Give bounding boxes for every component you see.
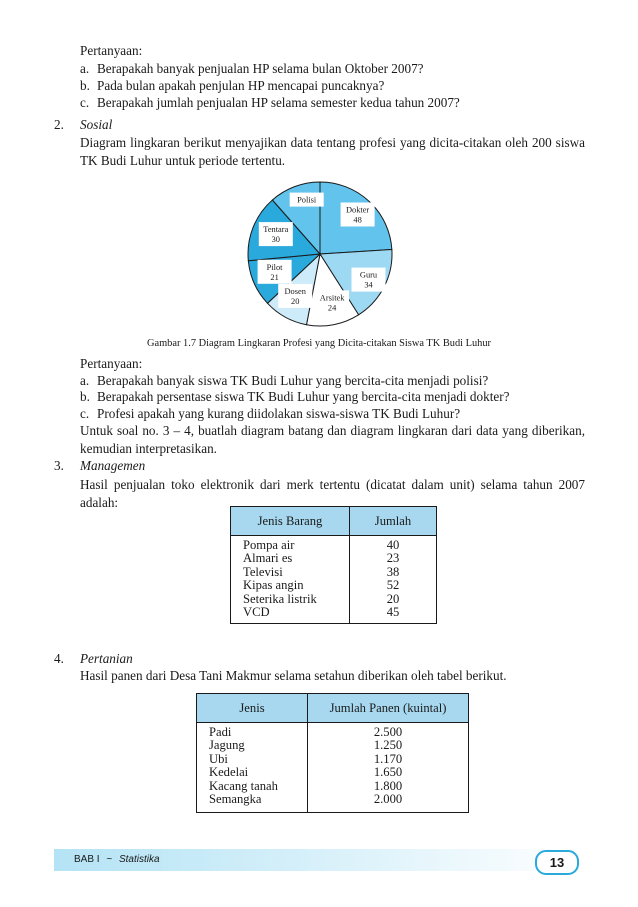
harvest-amount: 1.170	[373, 751, 403, 766]
harvest-table-body	[197, 723, 469, 813]
profession-pie-chart	[240, 180, 400, 328]
q1-item-b: Pada bulan apakah penjulan HP mencapai puncaknya?	[97, 78, 385, 93]
footer-subject: Statistika	[118, 854, 160, 865]
harvest-type: Padi	[209, 725, 232, 739]
s2-item-a-label: a.	[80, 373, 90, 388]
sales-table-header-item: Jenis Barang	[231, 507, 350, 536]
harvest-amount: 1.250	[373, 738, 403, 753]
harvest-table-header-amount: Jumlah Panen (kuintal)	[308, 694, 469, 723]
harvest-amount: 1.800	[373, 778, 403, 793]
sales-table-body	[231, 536, 437, 624]
pie-label-pilot: Pilot	[266, 262, 283, 272]
pie-value-tentara: 30	[271, 235, 280, 245]
pie-label-dokter: Dokter	[345, 205, 370, 215]
q1-item-a-label: a.	[80, 61, 90, 76]
pie-value-arsitek: 24	[327, 303, 337, 313]
pie-label-guru: Guru	[359, 270, 378, 280]
s2-item-b-label: b.	[80, 389, 90, 404]
sales-table-header	[231, 507, 437, 536]
sales-amount: 23	[386, 551, 400, 566]
footer-chapter	[74, 852, 160, 868]
pie-label-tentara: Tentara	[263, 225, 289, 235]
harvest-type: Ubi	[209, 751, 228, 766]
q1-item-c-label: c.	[80, 95, 90, 110]
sales-item: Pompa air	[243, 538, 295, 552]
footer-separator: ~	[106, 854, 113, 865]
sales-amount: 40	[386, 538, 400, 552]
pie-label-arsitek: Arsitek	[319, 293, 345, 303]
sales-amount: 20	[386, 591, 400, 606]
sales-item: VCD	[243, 605, 270, 620]
s2-item-c: Profesi apakah yang kurang diidolakan siswa-siswa TK Budi Luhur?	[97, 406, 461, 421]
q1-item-c: Berapakah jumlah penjualan HP selama semester kedua tahun 2007?	[97, 95, 460, 110]
harvest-table-header	[197, 694, 469, 723]
pie-value-dokter: 48	[353, 215, 362, 225]
sales-amount: 52	[386, 578, 400, 593]
s3-intro: Hasil penjualan toko elektronik dari merk tertentu (dicatat dalam unit) selama tahun 2007 adalah:	[80, 477, 585, 510]
harvest-type: Kacang tanah	[209, 778, 278, 793]
q1-item-b-label: b.	[80, 78, 90, 93]
harvest-type: Jagung	[209, 738, 245, 753]
s2-title: Sosial	[80, 117, 113, 132]
sales-amount: 45	[386, 605, 400, 620]
pie-value-guru: 34	[364, 280, 373, 290]
sales-table-amounts	[350, 536, 437, 624]
sales-amount: 38	[386, 564, 400, 579]
s2-question-heading: Pertanyaan:	[80, 356, 143, 371]
harvest-amount: 2.500	[373, 725, 403, 739]
q1-item-a: Berapakah banyak penjualan HP selama bulan Oktober 2007?	[97, 61, 424, 76]
pie-label-dosen: Dosen	[284, 286, 306, 296]
s4-title: Pertanian	[80, 651, 133, 666]
s2-item-b: Berapakah persentase siswa TK Budi Luhur yang bercita-cita menjadi dokter?	[97, 389, 510, 404]
pie-label-polisi: Polisi	[297, 195, 317, 205]
sales-table-items	[231, 536, 350, 624]
harvest-table-types	[197, 723, 308, 813]
harvest-table-header-type: Jenis	[197, 694, 308, 723]
s4-intro: Hasil panen dari Desa Tani Makmur selama setahun diberikan oleh tabel berikut.	[80, 668, 507, 683]
s3-number: 3.	[54, 458, 64, 473]
sales-table	[230, 506, 437, 624]
footer-chapter-label: BAB I	[74, 854, 100, 865]
sales-item: Almari es	[243, 551, 293, 566]
sales-item: Kipas angin	[243, 578, 304, 593]
s4-number: 4.	[54, 651, 64, 666]
sales-item: Seterika listrik	[243, 591, 317, 606]
sales-table-header-amount: Jumlah	[350, 507, 437, 536]
q1-heading: Pertanyaan:	[80, 43, 143, 58]
pie-value-pilot: 21	[270, 272, 279, 282]
s2-intro: Diagram lingkaran berikut menyajikan data tentang profesi yang dicita-citakan oleh 200 siswa TK Budi Luhur untuk periode tertentu.	[80, 135, 585, 168]
page-number: 13	[535, 850, 579, 875]
harvest-table-amounts	[308, 723, 469, 813]
s2-item-a: Berapakah banyak siswa TK Budi Luhur yang bercita-cita menjadi polisi?	[97, 373, 489, 388]
s3-title: Managemen	[80, 458, 146, 473]
harvest-table	[196, 693, 469, 813]
sales-item: Televisi	[243, 564, 283, 579]
pie-value-dosen: 20	[291, 296, 300, 306]
harvest-type: Semangka	[209, 792, 262, 807]
harvest-amount: 1.650	[373, 765, 403, 780]
s2-note: Untuk soal no. 3 – 4, buatlah diagram batang dan diagram lingkaran dari data yang diberikan, kemudian interpretasikan.	[80, 423, 585, 456]
harvest-type: Kedelai	[209, 765, 249, 780]
s2-caption: Gambar 1.7 Diagram Lingkaran Profesi yang Dicita-citakan Siswa TK Budi Luhur	[146, 338, 492, 349]
s2-number: 2.	[54, 117, 64, 132]
harvest-amount: 2.000	[373, 792, 403, 807]
s2-item-c-label: c.	[80, 406, 90, 421]
